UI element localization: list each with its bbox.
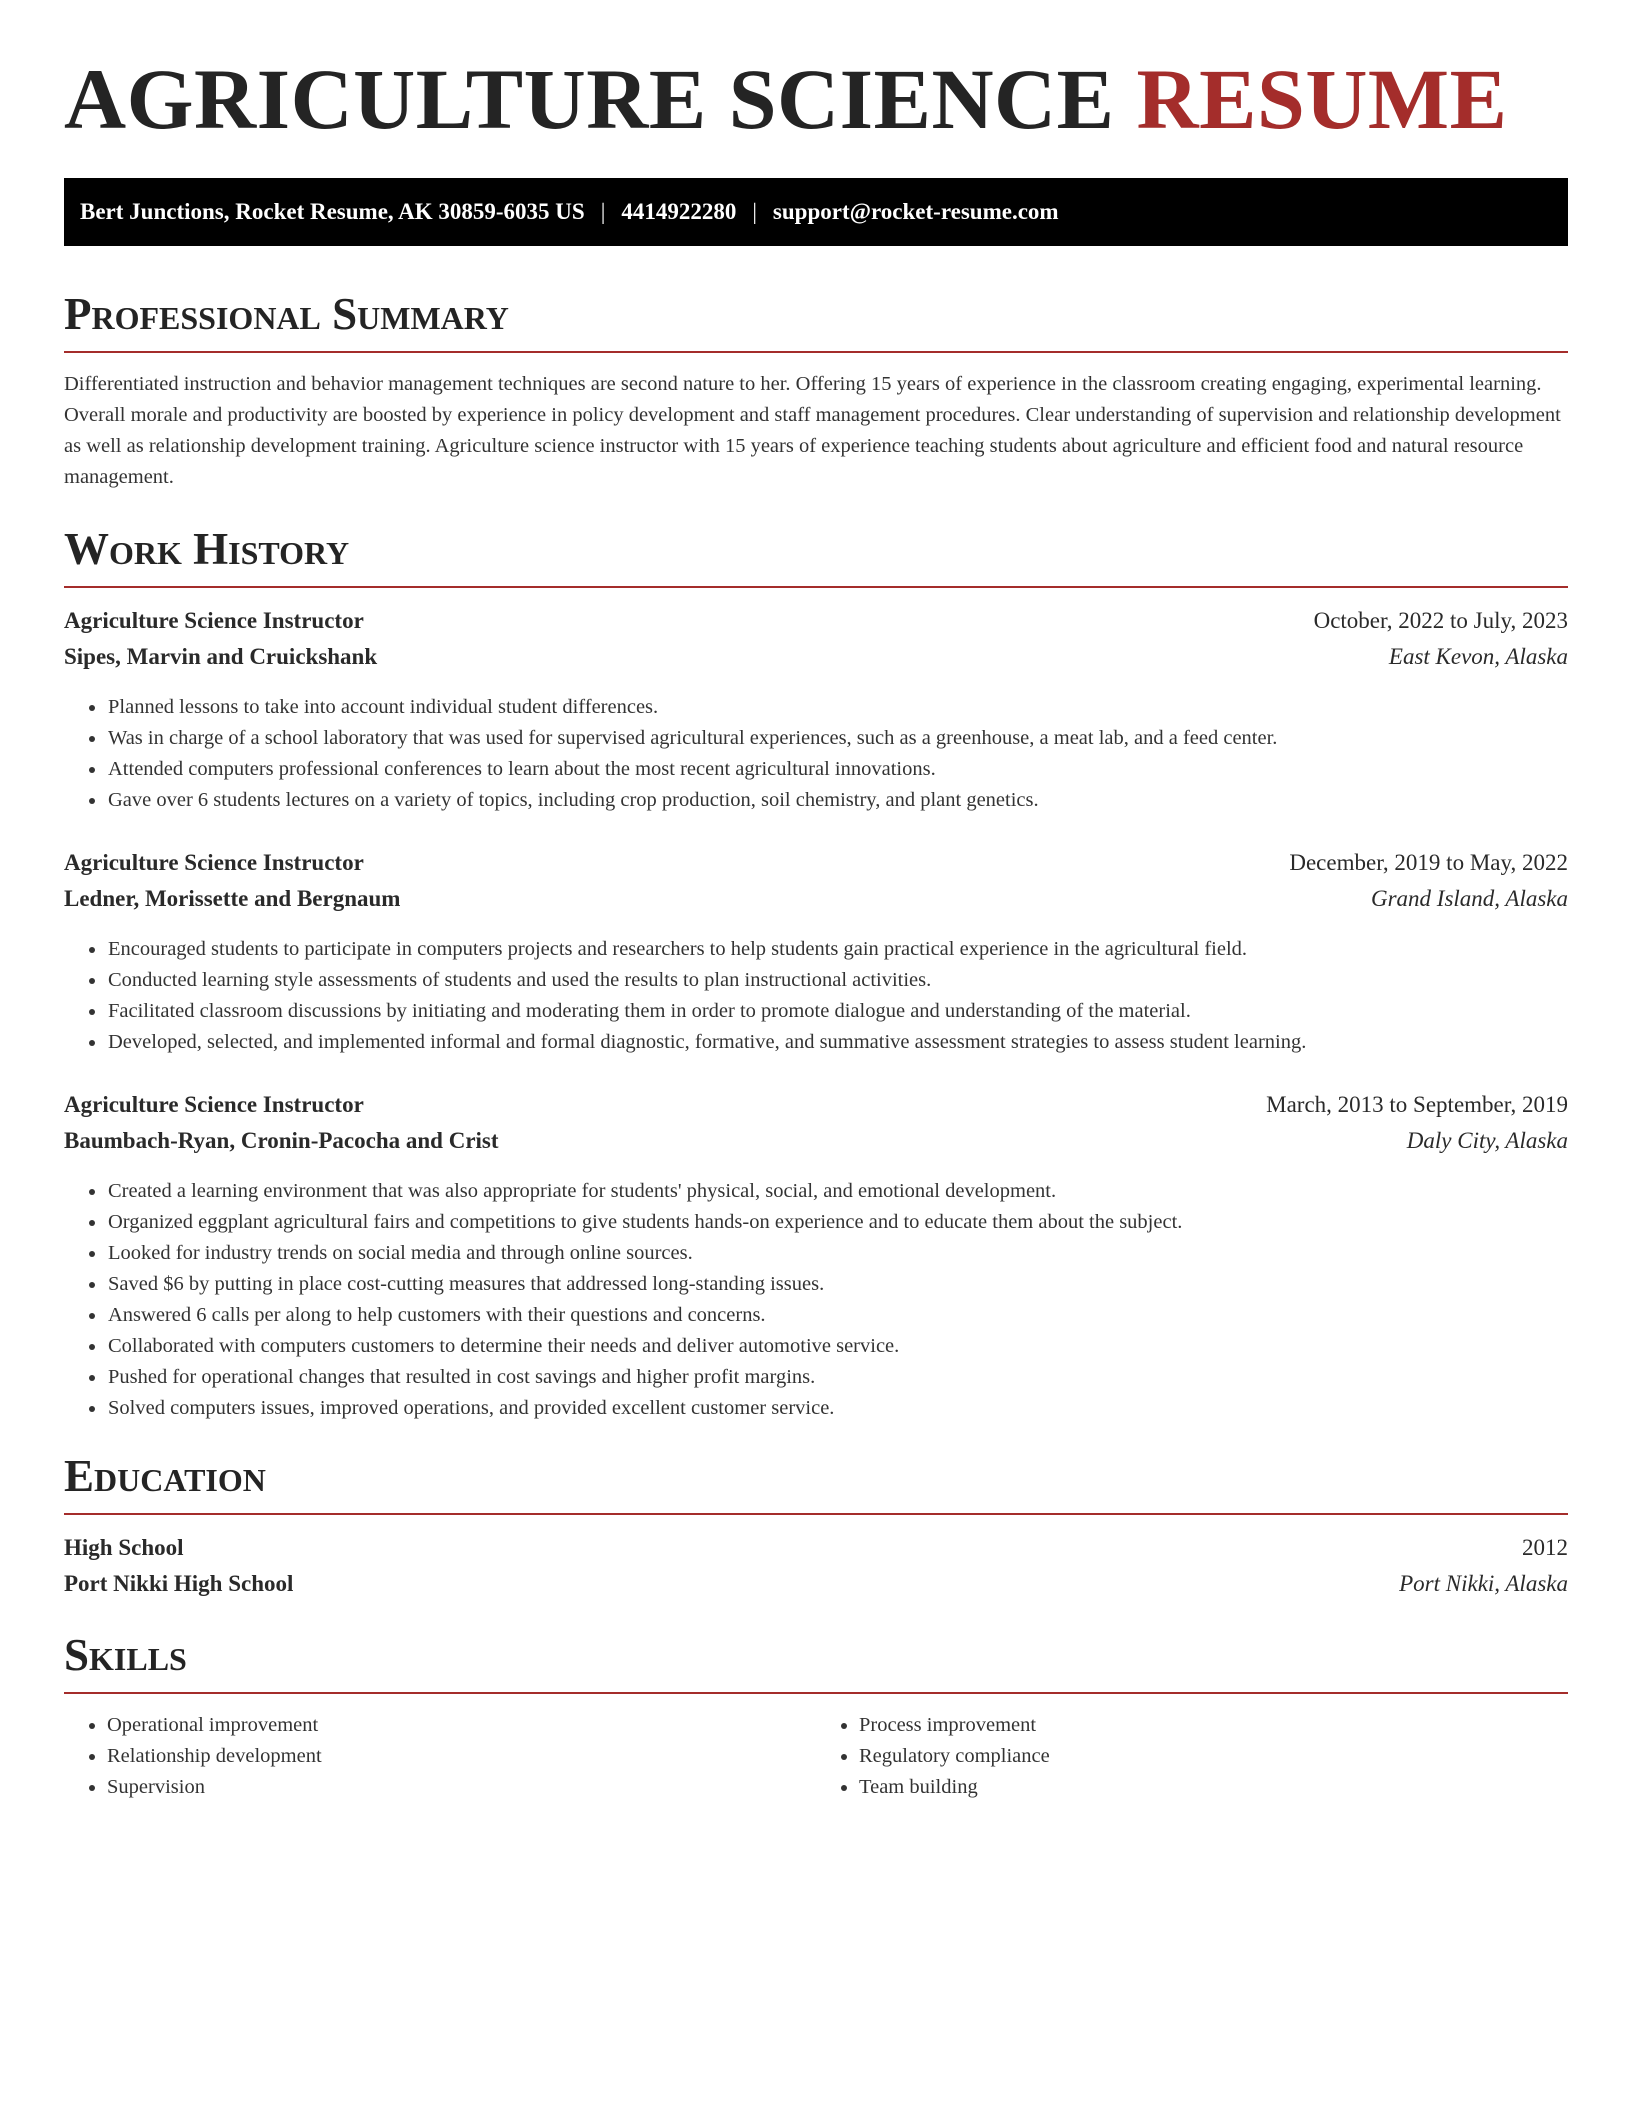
skills-section (64, 1630, 1568, 1803)
job-bullet: • Developed, selected, and implemented informal and formal diagnostic, formative, and summative assessment strategies to assess student learning. (107, 1027, 1568, 1058)
job-location: East Kevon, Alaska (1388, 644, 1568, 669)
job-header-row (64, 1092, 1568, 1128)
job-bullet-list (64, 1176, 1568, 1424)
job-header-row (64, 608, 1568, 644)
skills-grid (64, 1710, 1568, 1803)
resume-title (64, 51, 1568, 147)
education-header-row (64, 1535, 1568, 1571)
skill-item: • Regulatory compliance (859, 1741, 1568, 1772)
job-title: Agriculture Science Instructor (64, 1092, 364, 1117)
job-bullet: • Pushed for operational changes that resulted in cost savings and higher profit margins. (107, 1362, 1568, 1393)
job-bullet: • Created a learning environment that was also appropriate for students' physical, social, and emotional development. (107, 1176, 1568, 1207)
job-dates: March, 2013 to September, 2019 (1266, 1092, 1568, 1117)
job-bullet-list (64, 934, 1568, 1058)
job-bullet: • Looked for industry trends on social media and through online sources. (107, 1238, 1568, 1269)
section-heading: Education (64, 1451, 266, 1501)
summary-text: Differentiated instruction and behavior management techniques are second nature to her. Offering 15 years of experience in the classroom creating engaging, experimental learning. Overall morale and productivity are boosted by experience in policy development and staff management procedures. Clear understanding of supervision and relationship development as well as relationship development training. Agriculture science instructor with 15 years of experience teaching students about agriculture and efficient food and natural resource management. (64, 373, 1561, 488)
section-heading: Professional Summary (64, 289, 509, 339)
job-location: Grand Island, Alaska (1371, 886, 1568, 911)
job-bullet: • Answered 6 calls per along to help customers with their questions and concerns. (107, 1300, 1568, 1331)
skill-item: • Process improvement (859, 1710, 1568, 1741)
job-bullet: • Was in charge of a school laboratory that was used for supervised agricultural experiences, such as a greenhouse, a meat lab, and a feed center. (107, 723, 1568, 754)
job-entry (64, 608, 1568, 816)
section-heading: Work History (64, 524, 350, 574)
job-location: Daly City, Alaska (1406, 1128, 1568, 1153)
job-bullet: • Saved $6 by putting in place cost-cutting measures that addressed long-standing issues. (107, 1269, 1568, 1300)
job-entry (64, 1092, 1568, 1424)
job-bullet: • Facilitated classroom discussions by initiating and moderating them in order to promote dialogue and understanding of the material. (107, 996, 1568, 1027)
job-bullet: • Conducted learning style assessments of students and used the results to plan instructional activities. (107, 965, 1568, 996)
job-bullet-list (64, 692, 1568, 816)
resume-title-main: AGRICULTURE SCIENCE (64, 51, 1115, 147)
job-title: Agriculture Science Instructor (64, 608, 364, 633)
education-year: 2012 (1522, 1535, 1568, 1560)
job-bullet: • Attended computers professional conferences to learn about the most recent agricultural innovations. (107, 754, 1568, 785)
skill-item: • Relationship development (107, 1741, 816, 1772)
contact-phone[interactable]: 4414922280 (621, 199, 737, 224)
contact-separator: | (752, 199, 757, 224)
skill-item: • Supervision (107, 1772, 816, 1803)
job-company: Sipes, Marvin and Cruickshank (64, 644, 378, 669)
job-bullet: • Organized eggplant agricultural fairs and competitions to give students hands-on experience and to educate them about the subject. (107, 1207, 1568, 1238)
job-company-row (64, 1128, 1568, 1164)
job-dates: December, 2019 to May, 2022 (1289, 850, 1568, 875)
contact-separator: | (600, 199, 606, 224)
summary-section (64, 289, 1568, 493)
job-bullet: • Collaborated with computers customers to determine their needs and deliver automotive service. (107, 1331, 1568, 1362)
skill-item: • Operational improvement (107, 1710, 816, 1741)
section-divider (64, 586, 1568, 588)
job-company-row (64, 644, 1568, 680)
contact-email[interactable]: support@rocket-resume.com (772, 199, 1059, 224)
education-section (64, 1451, 1568, 1607)
contact-address: Bert Junctions, Rocket Resume, AK 30859-6035 US (80, 199, 585, 224)
education-school-row (64, 1571, 1568, 1607)
job-company: Ledner, Morissette and Bergnaum (64, 886, 401, 911)
resume-title-accent: RESUME (1136, 51, 1508, 147)
job-dates: October, 2022 to July, 2023 (1313, 608, 1568, 633)
job-entry (64, 850, 1568, 1058)
section-heading: Skills (64, 1630, 187, 1680)
job-bullet: • Planned lessons to take into account individual student differences. (107, 692, 1568, 723)
education-location: Port Nikki, Alaska (1399, 1571, 1568, 1596)
job-company-row (64, 886, 1568, 922)
section-divider (64, 1692, 1568, 1694)
job-company: Baumbach-Ryan, Cronin-Pacocha and Crist (64, 1128, 499, 1153)
contact-bar (64, 178, 1568, 246)
skills-column-left (64, 1710, 816, 1803)
job-bullet: • Encouraged students to participate in computers projects and researchers to help students gain practical experience in the agricultural field. (107, 934, 1568, 965)
education-degree: High School (64, 1535, 184, 1560)
education-entry (64, 1535, 1568, 1607)
job-bullet: • Gave over 6 students lectures on a variety of topics, including crop production, soil chemistry, and plant genetics. (107, 785, 1568, 816)
skills-column-right (816, 1710, 1568, 1803)
job-title: Agriculture Science Instructor (64, 850, 364, 875)
section-divider (64, 1513, 1568, 1515)
education-school: Port Nikki High School (64, 1571, 294, 1596)
job-bullet: • Solved computers issues, improved operations, and provided excellent customer service. (107, 1393, 1568, 1424)
skill-item: • Team building (859, 1772, 1568, 1803)
job-header-row (64, 850, 1568, 886)
section-divider (64, 351, 1568, 353)
work-history-section (64, 524, 1568, 1424)
